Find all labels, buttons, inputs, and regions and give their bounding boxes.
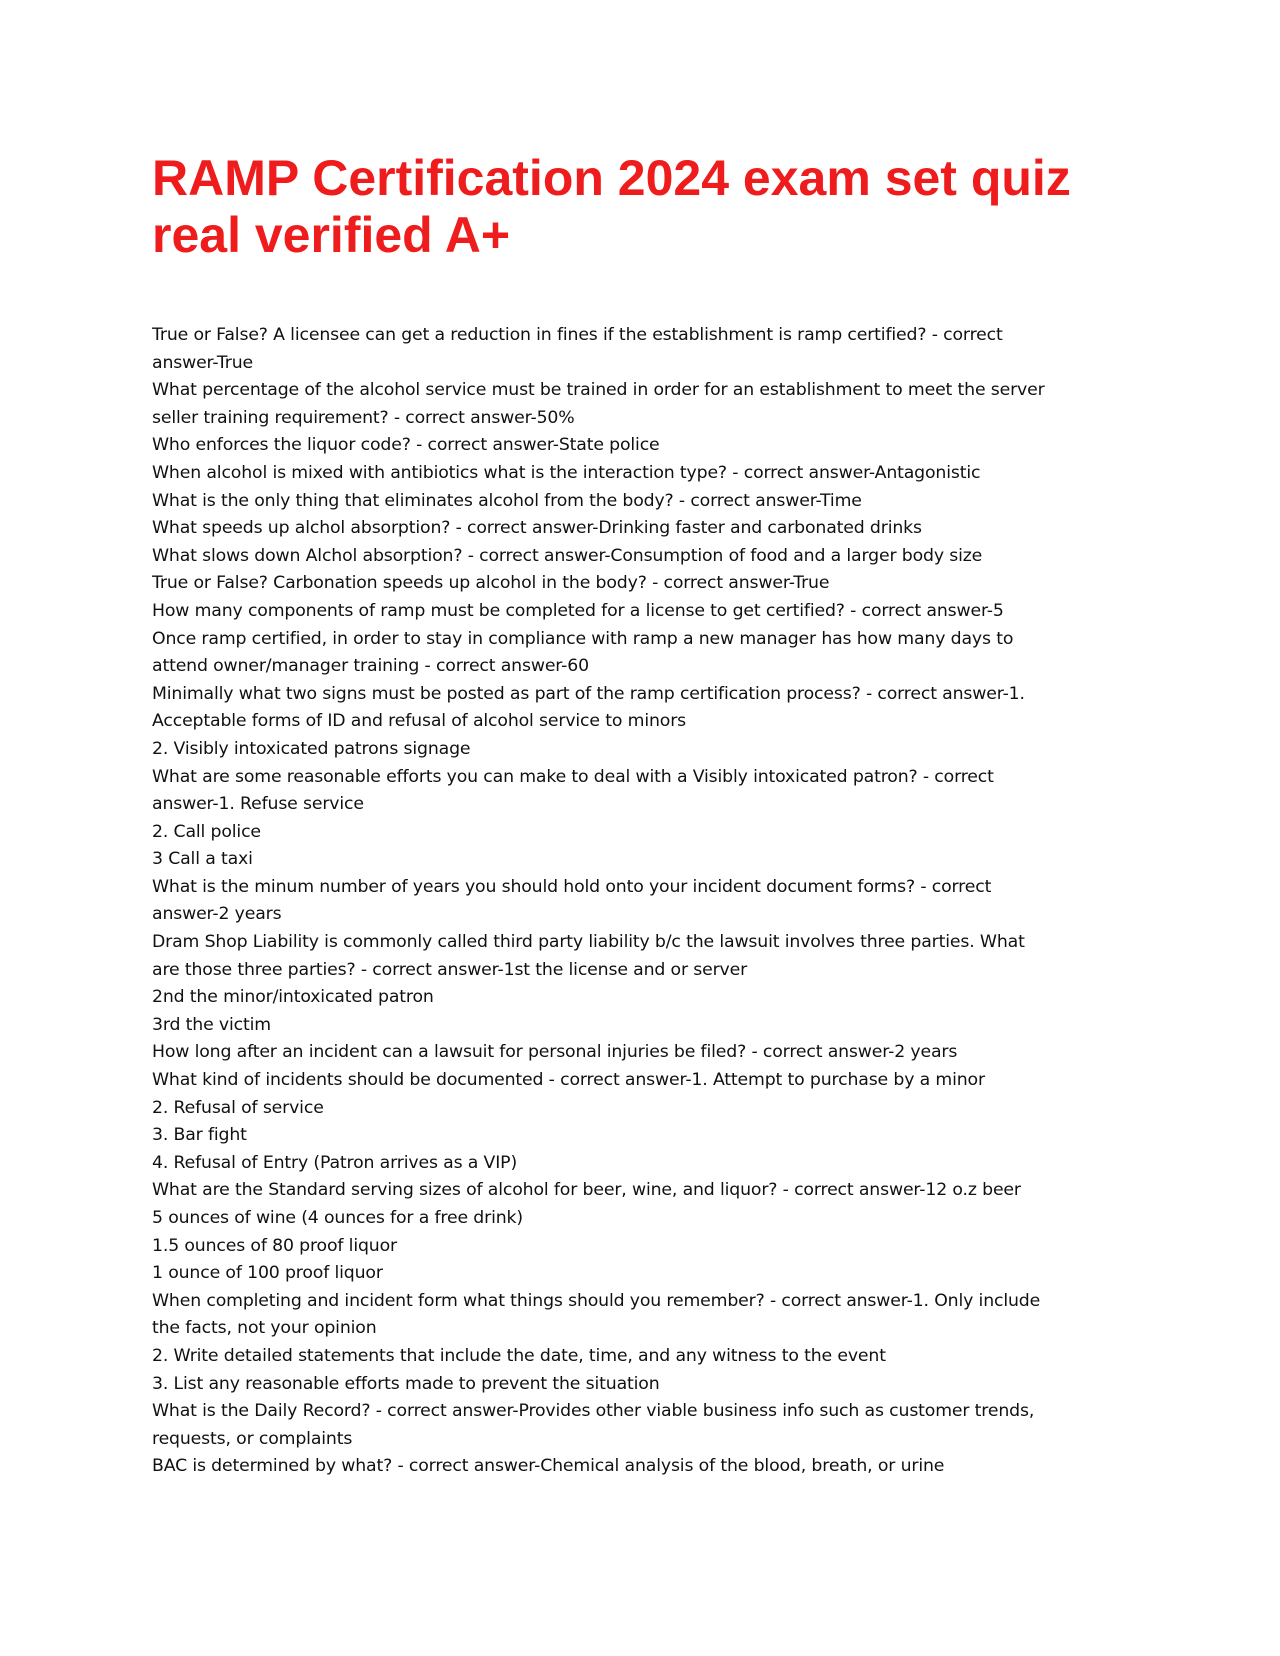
text-line: What are the Standard serving sizes of alcohol for beer, wine, and liquor? - correct answer-12 o.z beer bbox=[152, 1180, 1021, 1201]
document-body bbox=[152, 322, 1132, 1481]
text-line: What kind of incidents should be documented - correct answer-1. Attempt to purchase by a minor bbox=[152, 1070, 985, 1091]
text-line: seller training requirement? - correct answer-50% bbox=[152, 407, 575, 428]
text-line: 1 ounce of 100 proof liquor bbox=[152, 1263, 383, 1284]
text-line: Once ramp certified, in order to stay in compliance with ramp a new manager has how many days to bbox=[152, 628, 1014, 649]
text-line: attend owner/manager training - correct answer-60 bbox=[152, 656, 589, 677]
text-line: Who enforces the liquor code? - correct answer-State police bbox=[152, 435, 660, 456]
text-line: answer-True bbox=[152, 352, 254, 373]
text-line: 3. List any reasonable efforts made to prevent the situation bbox=[152, 1373, 660, 1394]
text-line: When alcohol is mixed with antibiotics what is the interaction type? - correct answer-Antagonistic bbox=[152, 462, 981, 483]
text-line: 2. Call police bbox=[152, 821, 261, 842]
text-line: 2. Write detailed statements that include the date, time, and any witness to the event bbox=[152, 1345, 886, 1366]
text-line: How many components of ramp must be completed for a license to get certified? - correct answer-5 bbox=[152, 600, 1004, 621]
text-line: What speeds up alchol absorption? - correct answer-Drinking faster and carbonated drinks bbox=[152, 518, 922, 539]
text-line: 2nd the minor/intoxicated patron bbox=[152, 987, 434, 1008]
title-line-2: real verified A+ bbox=[152, 207, 511, 263]
text-line: What are some reasonable efforts you can make to deal with a Visibly intoxicated patron? - correct bbox=[152, 766, 994, 787]
text-line: 2. Refusal of service bbox=[152, 1097, 324, 1118]
text-line: What is the Daily Record? - correct answer-Provides other viable business info such as customer trends, bbox=[152, 1401, 1035, 1422]
text-line: Dram Shop Liability is commonly called third party liability b/c the lawsuit involves three parties. What bbox=[152, 932, 1025, 953]
text-line: 1.5 ounces of 80 proof liquor bbox=[152, 1235, 397, 1256]
text-line: True or False? Carbonation speeds up alcohol in the body? - correct answer-True bbox=[152, 573, 830, 594]
text-line: requests, or complaints bbox=[152, 1428, 353, 1449]
text-line: are those three parties? - correct answer-1st the license and or server bbox=[152, 959, 748, 980]
text-line: Acceptable forms of ID and refusal of alcohol service to minors bbox=[152, 711, 686, 732]
text-line: 4. Refusal of Entry (Patron arrives as a VIP) bbox=[152, 1152, 518, 1173]
text-line: 3. Bar fight bbox=[152, 1125, 247, 1146]
text-line: answer-1. Refuse service bbox=[152, 794, 364, 815]
document-title bbox=[152, 150, 1152, 264]
text-line: What percentage of the alcohol service must be trained in order for an establishment to meet the server bbox=[152, 380, 1045, 401]
text-line: 3 Call a taxi bbox=[152, 849, 253, 870]
text-line: 2. Visibly intoxicated patrons signage bbox=[152, 738, 471, 759]
text-line: What is the minum number of years you should hold onto your incident document forms? - correct bbox=[152, 876, 992, 897]
title-line-1: RAMP Certification 2024 exam set quiz bbox=[152, 150, 1071, 206]
text-line: What is the only thing that eliminates alcohol from the body? - correct answer-Time bbox=[152, 490, 862, 511]
text-line: How long after an incident can a lawsuit for personal injuries be filed? - correct answer-2 years bbox=[152, 1042, 958, 1063]
text-line: Minimally what two signs must be posted as part of the ramp certification process? - correct answer-1. bbox=[152, 683, 1025, 704]
text-line: answer-2 years bbox=[152, 904, 282, 925]
text-line: 5 ounces of wine (4 ounces for a free drink) bbox=[152, 1208, 523, 1228]
text-line: What slows down Alchol absorption? - correct answer-Consumption of food and a larger body size bbox=[152, 545, 983, 566]
text-line: BAC is determined by what? - correct answer-Chemical analysis of the blood, breath, or urine bbox=[152, 1456, 945, 1477]
text-line: True or False? A licensee can get a reduction in fines if the establishment is ramp certified? - correct bbox=[152, 325, 1003, 345]
text-line: the facts, not your opinion bbox=[152, 1318, 377, 1339]
text-line: When completing and incident form what things should you remember? - correct answer-1. Only include bbox=[152, 1290, 1041, 1311]
text-line: 3rd the victim bbox=[152, 1014, 271, 1035]
